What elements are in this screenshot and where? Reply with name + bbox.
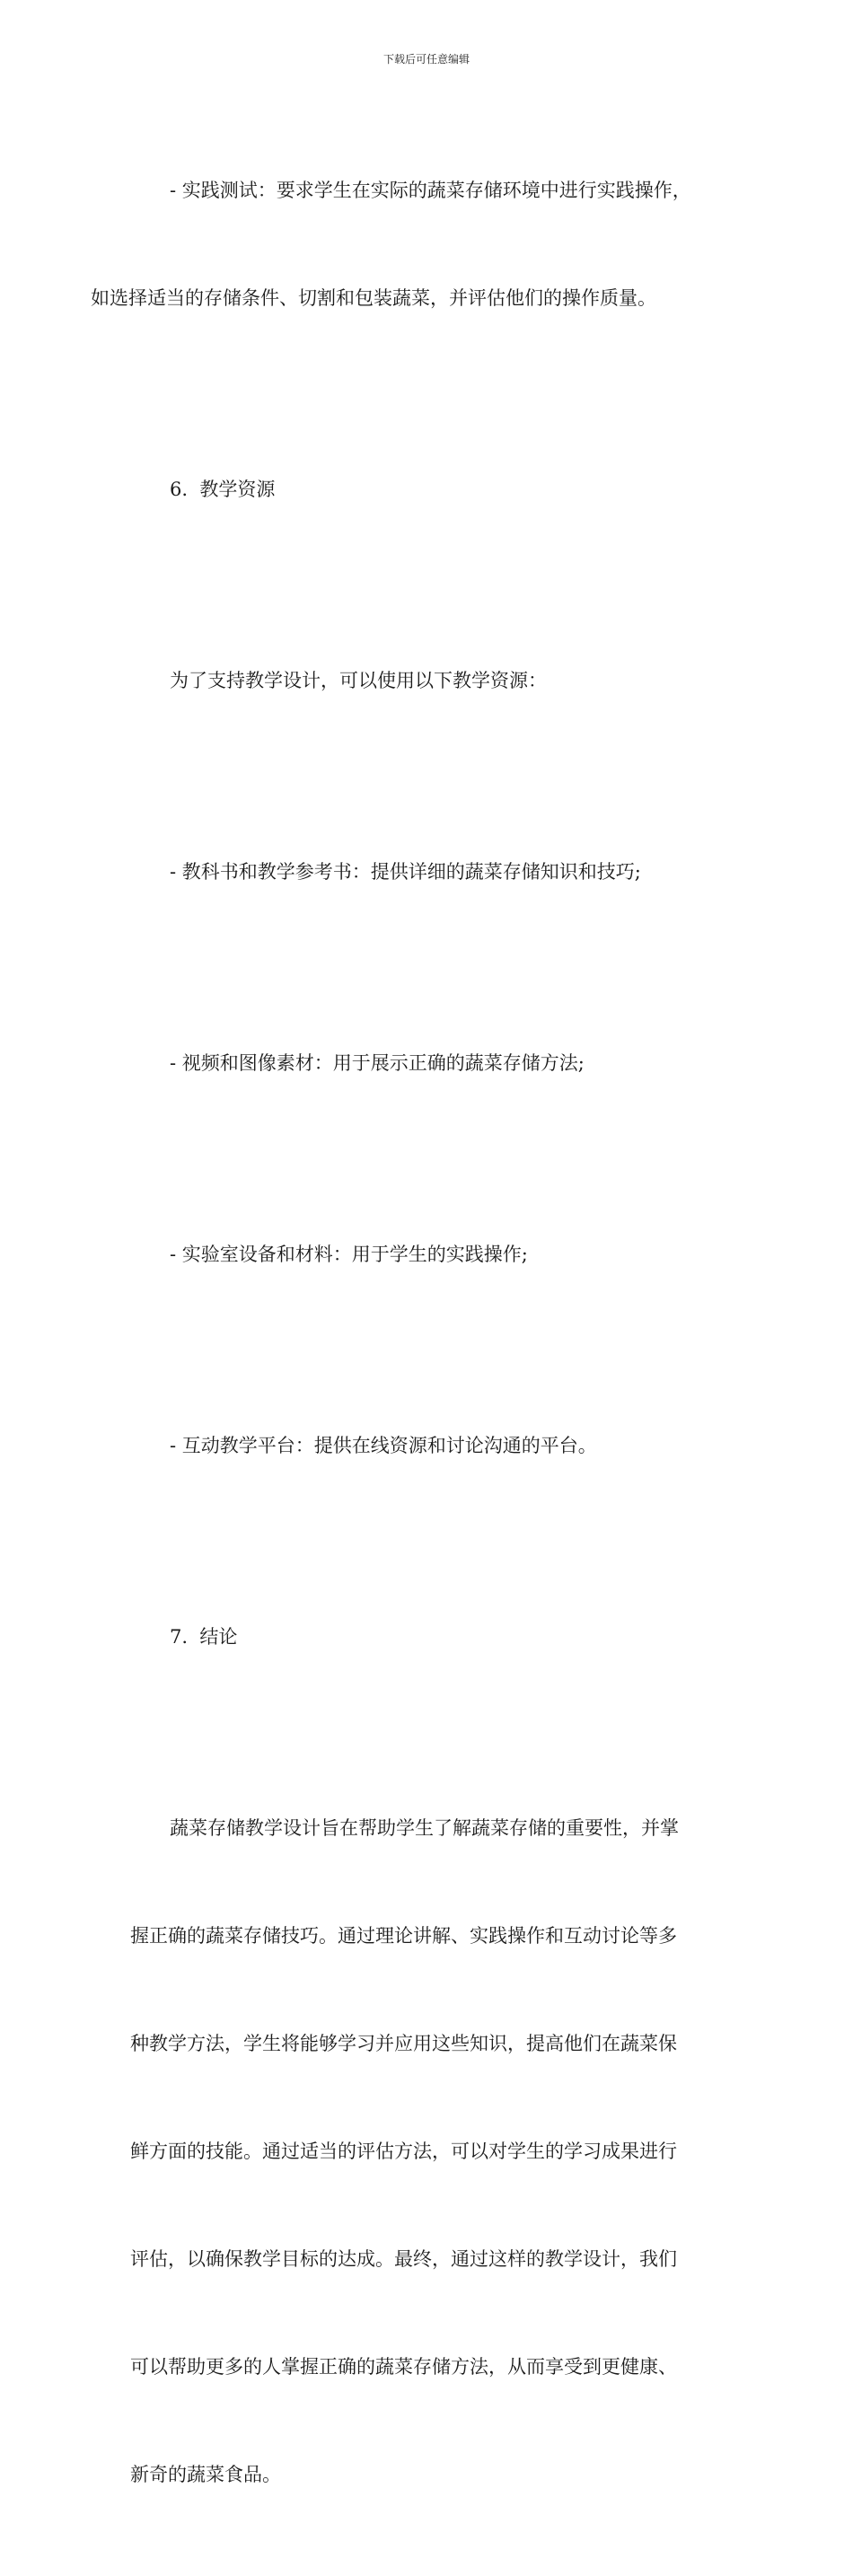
text-line: - 视频和图像素材：用于展示正确的蔬菜存储方法; — [170, 1052, 585, 1074]
section-heading-resources — [130, 400, 723, 579]
paragraph-practice-test — [91, 101, 723, 388]
text-line: 7. 结论 — [170, 1626, 238, 1648]
text-line: - 实验室设备和材料：用于学生的实践操作; — [170, 1244, 528, 1265]
text-line: - 实践测试：要求学生在实际的蔬菜存储环境中进行实践操作， — [170, 180, 691, 201]
list-item-lab — [130, 1165, 723, 1344]
text-line: 可以帮助更多的人掌握正确的蔬菜存储方法，从而享受到更健康、 — [130, 2356, 677, 2378]
list-item-platform — [130, 1356, 723, 1535]
text-line: 握正确的蔬菜存储技巧。通过理论讲解、实践操作和互动讨论等多 — [130, 1925, 677, 1947]
text-line: - 教科书和教学参考书：提供详细的蔬菜存储知识和技巧; — [170, 861, 641, 883]
text-line: 为了支持教学设计，可以使用以下教学资源： — [170, 670, 547, 691]
text-line: 新奇的蔬菜食品。 — [130, 2464, 281, 2485]
section-heading-conclusion — [130, 1547, 723, 1727]
text-line: 评估，以确保教学目标的达成。最终，通过这样的教学设计，我们 — [130, 2248, 677, 2270]
text-line: 6. 教学资源 — [170, 479, 276, 500]
list-item-video — [130, 973, 723, 1153]
text-line: 鲜方面的技能。通过适当的评估方法，可以对学生的学习成果进行 — [130, 2141, 677, 2162]
text-line: - 互动教学平台：提供在线资源和讨论沟通的平台。 — [170, 1435, 597, 1456]
paragraph-resources-intro — [130, 591, 723, 770]
paragraph-conclusion — [130, 1738, 723, 2564]
text-line: 如选择适当的存储条件、切割和包装蔬菜，并评估他们的操作质量。 — [91, 287, 656, 309]
text-line: 蔬菜存储教学设计旨在帮助学生了解蔬菜存储的重要性，并掌 — [170, 1817, 679, 1839]
text-line: 种教学方法，学生将能够学习并应用这些知识，提高他们在蔬菜保 — [130, 2033, 677, 2054]
list-item-textbooks — [130, 782, 723, 962]
page-header: 下载后可任意编辑 — [383, 53, 470, 66]
document-body — [91, 101, 723, 2576]
